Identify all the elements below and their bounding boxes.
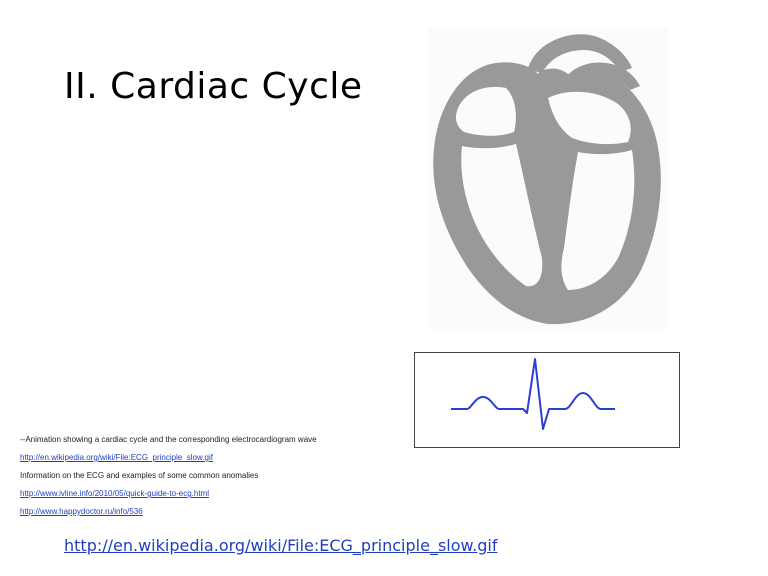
link-ecg-principle[interactable]: http://en.wikipedia.org/wiki/File:ECG_principle_slow.gif [20, 453, 213, 462]
notes-block [20, 431, 420, 521]
link-happydoctor[interactable]: http://www.happydoctor.ru/info/536 [20, 507, 143, 516]
source-link[interactable]: http://en.wikipedia.org/wiki/File:ECG_principle_slow.gif [64, 536, 498, 555]
note-animation-description: --Animation showing a cardiac cycle and the corresponding electrocardiogram wave [20, 435, 317, 444]
note-ecg-information: Information on the ECG and examples of some common anomalies [20, 471, 259, 480]
link-ivline-ecg-guide[interactable]: http://www.ivline.info/2010/05/quick-guide-to-ecg.html [20, 489, 209, 498]
ecg-waveform-icon [415, 353, 679, 447]
slide-title: II. Cardiac Cycle [64, 66, 363, 107]
heart-image [428, 28, 668, 330]
heart-cross-section-icon [428, 28, 668, 330]
ecg-image [414, 352, 680, 448]
